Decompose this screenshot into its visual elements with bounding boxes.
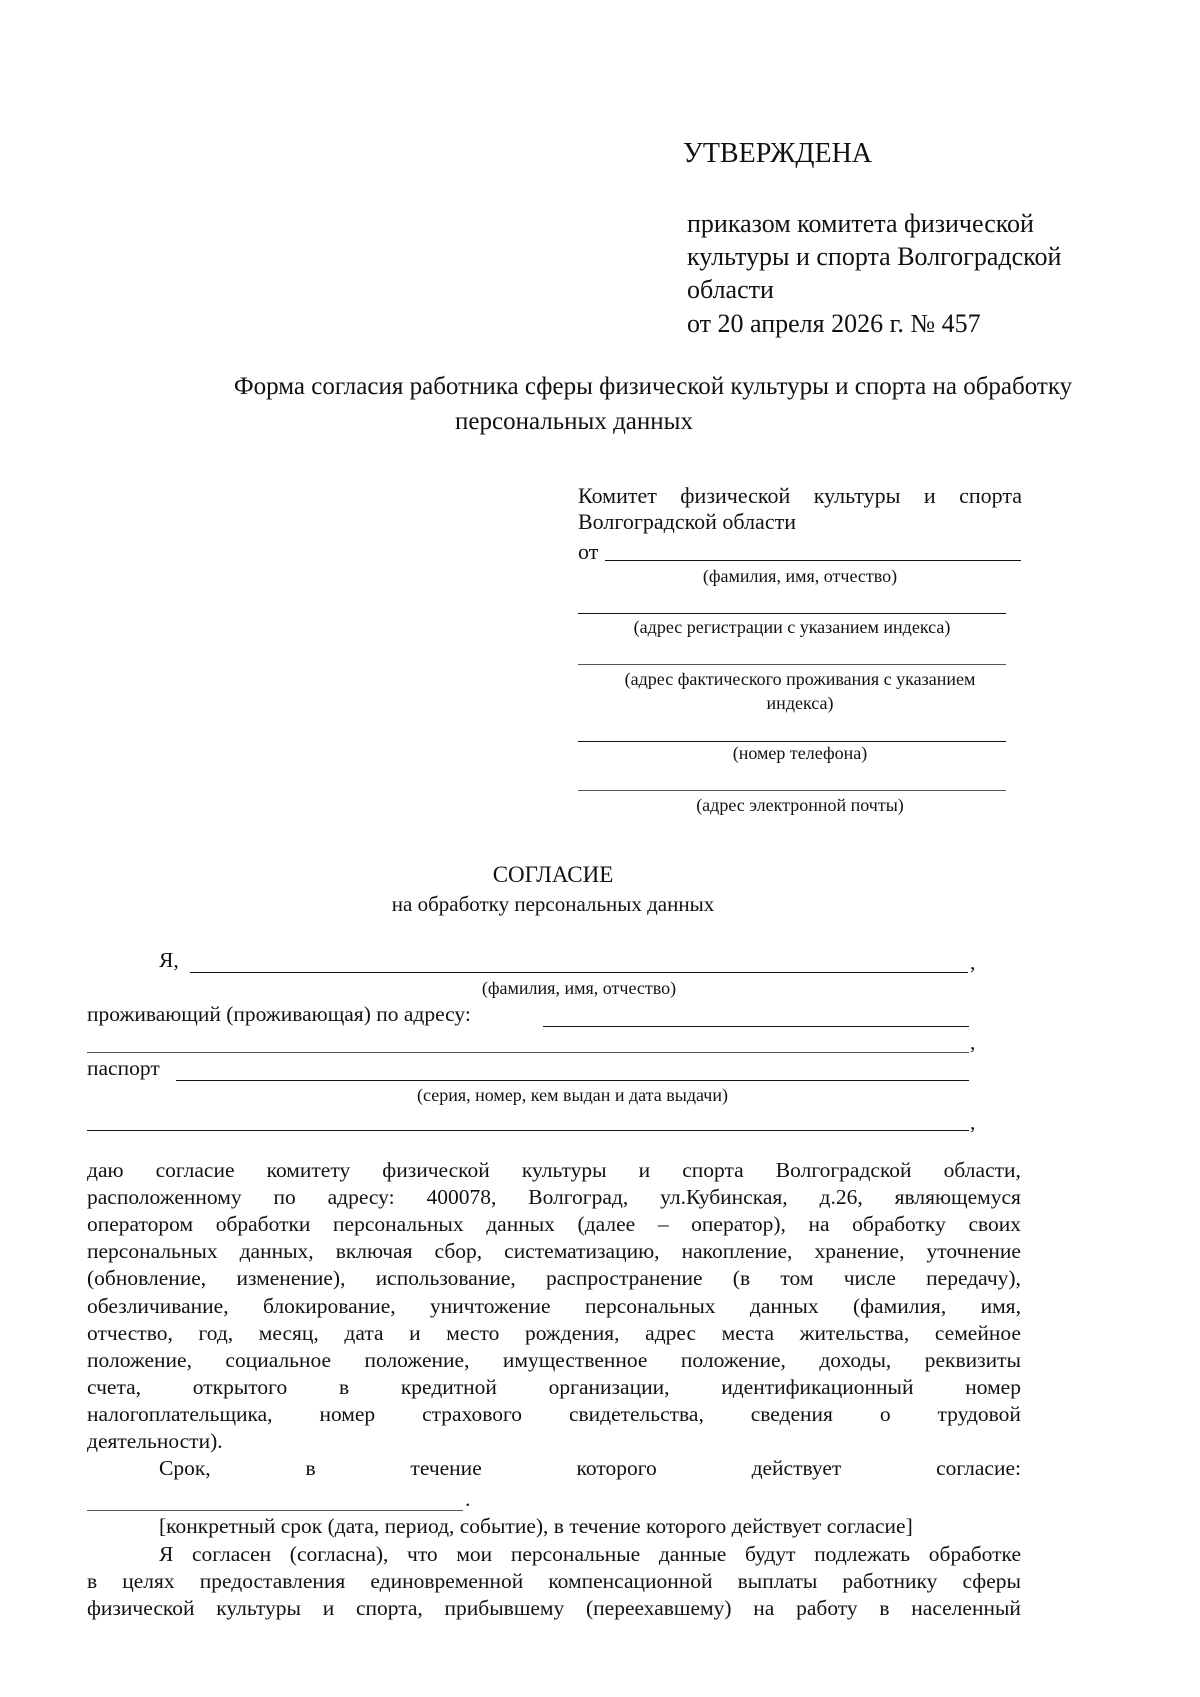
- word: в: [338, 1374, 350, 1399]
- word: включая: [335, 1239, 413, 1264]
- word: и: [923, 483, 936, 508]
- word: положение,: [680, 1347, 786, 1372]
- addressee-line2: Волгоградской области: [578, 509, 796, 534]
- word: распространение: [546, 1266, 703, 1291]
- word: уничтожение: [430, 1293, 551, 1318]
- word: обезличивание,: [87, 1293, 229, 1318]
- paragraph-line: [87, 1375, 1021, 1400]
- word: физической: [382, 1158, 490, 1182]
- residing-field-line[interactable]: [543, 1026, 969, 1027]
- word: согласие:: [936, 1456, 1021, 1480]
- word: спорта: [959, 483, 1022, 508]
- word: данные: [658, 1542, 727, 1566]
- word: (фамилия,: [852, 1293, 947, 1318]
- word: обработки: [215, 1212, 311, 1237]
- word: организации,: [548, 1374, 670, 1399]
- paragraph-line: [87, 1185, 1021, 1210]
- word: в: [87, 1569, 98, 1593]
- paragraph-line: [87, 1239, 1021, 1264]
- email-caption: (адрес электронной почты): [696, 795, 904, 815]
- consent-name-field-line[interactable]: [190, 972, 968, 973]
- word: о: [879, 1401, 891, 1426]
- word: имущественное: [502, 1347, 648, 1372]
- consent-name-caption: (фамилия, имя, отчество): [481, 978, 677, 998]
- word: данных,: [239, 1239, 314, 1264]
- word: данных: [749, 1293, 819, 1318]
- addressee-line1: [578, 483, 1022, 509]
- word: (обновление,: [87, 1266, 207, 1291]
- word: кредитной: [400, 1374, 497, 1399]
- word: согласен: [191, 1542, 272, 1566]
- word: действует: [751, 1456, 842, 1480]
- word: являющемуся: [894, 1185, 1021, 1210]
- from-label: от: [578, 539, 599, 564]
- i-label: Я,: [159, 948, 179, 972]
- word: (согласна),: [289, 1542, 389, 1566]
- word: обработку: [852, 1212, 946, 1237]
- residing-field-line-2[interactable]: [87, 1052, 969, 1053]
- passport-field-line-2[interactable]: [87, 1130, 969, 1131]
- word: оператором: [87, 1212, 194, 1237]
- word: дата: [344, 1320, 384, 1345]
- word: своих: [968, 1212, 1021, 1237]
- residing-label: проживающий (проживающая) по адресу:: [87, 1002, 471, 1026]
- word: доходы,: [819, 1347, 892, 1372]
- paragraph-line: [87, 1212, 1021, 1237]
- paragraph-line: [87, 1294, 1021, 1319]
- term-period: .: [465, 1487, 471, 1511]
- paragraph-line: [87, 1321, 1021, 1346]
- word: расположенному: [87, 1185, 242, 1210]
- paragraph-line: [87, 1158, 1021, 1183]
- word: по: [273, 1185, 296, 1210]
- consent-title: СОГЛАСИЕ: [492, 862, 614, 887]
- word: спорта: [682, 1158, 744, 1182]
- word: трудовой: [937, 1401, 1021, 1426]
- word: предоставления: [199, 1569, 346, 1593]
- actual-address-field-line[interactable]: [578, 664, 1006, 665]
- word: передачу),: [926, 1266, 1021, 1291]
- word: блокирование,: [262, 1293, 396, 1318]
- word: (переехавшему): [586, 1596, 732, 1620]
- word: работнику: [842, 1569, 938, 1593]
- word: использование,: [375, 1266, 516, 1291]
- word: будут: [744, 1542, 796, 1566]
- word: и: [322, 1596, 335, 1620]
- word: положение,: [87, 1347, 192, 1372]
- word: номер: [965, 1374, 1021, 1399]
- word: сбор,: [434, 1239, 483, 1264]
- word: обработке: [928, 1542, 1021, 1566]
- word: том: [780, 1266, 814, 1291]
- word: подлежать: [814, 1542, 911, 1566]
- word: 400078,: [426, 1185, 497, 1210]
- word: и: [638, 1158, 651, 1182]
- word: положение,: [364, 1347, 470, 1372]
- approval-line: приказом комитета физической: [687, 209, 1034, 238]
- word: культуры: [813, 483, 901, 508]
- word: комитету: [266, 1158, 351, 1182]
- word: спорта,: [355, 1596, 423, 1620]
- word: культуры: [521, 1158, 607, 1182]
- word: даю: [87, 1158, 124, 1182]
- reg-address-field-line[interactable]: [578, 613, 1006, 614]
- email-field-line[interactable]: [578, 790, 1006, 791]
- paragraph-line: [87, 1266, 1021, 1291]
- word: персональные: [510, 1542, 641, 1566]
- phone-caption: (номер телефона): [732, 743, 868, 763]
- word: на: [753, 1596, 775, 1620]
- word: налогоплательщика,: [87, 1401, 273, 1426]
- comma: ,: [970, 950, 976, 974]
- paragraph-line: [87, 1402, 1021, 1427]
- word: персональных: [584, 1293, 716, 1318]
- comma: ,: [970, 1030, 976, 1054]
- word: открытого: [192, 1374, 288, 1399]
- word: идентификационный: [721, 1374, 914, 1399]
- word: адрес: [645, 1320, 697, 1345]
- word: (далее: [577, 1212, 636, 1237]
- passport-label: паспорт: [87, 1056, 160, 1080]
- word: счета,: [87, 1374, 142, 1399]
- paragraph-line: [87, 1596, 1021, 1621]
- word: населенный: [911, 1596, 1021, 1620]
- approval-order-date: от 20 апреля 2026 г. № 457: [687, 309, 981, 338]
- paragraph-line: [87, 1569, 1021, 1594]
- word: номер: [319, 1401, 376, 1426]
- word: накопление,: [681, 1239, 793, 1264]
- paragraph-1-last-line: деятельности).: [87, 1429, 223, 1453]
- word: в: [879, 1596, 890, 1620]
- word: единовременной: [370, 1569, 524, 1593]
- passport-field-line[interactable]: [176, 1080, 969, 1081]
- form-title-line1: Форма согласия работника сферы физической культуры и спорта на обработку: [233, 373, 1073, 400]
- word: изменение),: [236, 1266, 346, 1291]
- word: мои: [456, 1542, 493, 1566]
- word: месяц,: [258, 1320, 319, 1345]
- name-field-line[interactable]: [605, 560, 1021, 561]
- word: числе: [843, 1266, 896, 1291]
- approval-line: культуры и спорта Волгоградской: [687, 242, 1062, 271]
- word: (в: [732, 1266, 751, 1291]
- word: течение: [410, 1456, 482, 1480]
- word: данных: [486, 1212, 555, 1237]
- word: в: [305, 1456, 316, 1480]
- word: хранение,: [814, 1239, 905, 1264]
- word: сведения: [750, 1401, 833, 1426]
- word: страхового: [422, 1401, 523, 1426]
- word: социальное: [225, 1347, 332, 1372]
- word: отчество,: [87, 1320, 173, 1345]
- word: Срок,: [159, 1456, 211, 1480]
- approval-title: УТВЕРЖДЕНА: [683, 138, 873, 169]
- word: имя,: [980, 1293, 1021, 1318]
- form-title-line2: персональных данных: [455, 408, 693, 435]
- term-line: [159, 1456, 1021, 1481]
- word: прибывшему: [444, 1596, 565, 1620]
- word: работу: [796, 1596, 858, 1620]
- word: что: [407, 1542, 438, 1566]
- word: и: [409, 1320, 421, 1345]
- consent-subtitle: на обработку персональных данных: [391, 892, 715, 916]
- word: физической: [87, 1596, 195, 1620]
- word: –: [657, 1212, 669, 1237]
- word: оператор),: [691, 1212, 786, 1237]
- word: области,: [943, 1158, 1021, 1182]
- word: Комитет: [578, 483, 657, 508]
- word: согласие: [155, 1158, 235, 1182]
- word: Я: [159, 1542, 174, 1566]
- word: год,: [198, 1320, 234, 1345]
- term-field-line[interactable]: [87, 1510, 463, 1511]
- actual-address-caption-1: (адрес фактического проживания с указанием: [624, 669, 976, 689]
- word: место: [446, 1320, 500, 1345]
- word: адресу:: [327, 1185, 395, 1210]
- word: персональных: [333, 1212, 464, 1237]
- word: персональных: [87, 1239, 218, 1264]
- actual-address-caption-2: индекса): [766, 693, 834, 713]
- word: Волгоградской: [775, 1158, 912, 1182]
- word: систематизацию,: [504, 1239, 660, 1264]
- word: Волгоград,: [528, 1185, 629, 1210]
- paragraph-line: [87, 1348, 1021, 1373]
- word: на: [808, 1212, 830, 1237]
- word: которого: [576, 1456, 657, 1480]
- word: ул.Кубинская,: [660, 1185, 788, 1210]
- word: физической: [680, 483, 791, 508]
- phone-field-line[interactable]: [578, 741, 1006, 742]
- reg-address-caption: (адрес регистрации с указанием индекса): [633, 617, 951, 637]
- passport-caption: (серия, номер, кем выдан и дата выдачи): [417, 1085, 728, 1105]
- word: сферы: [962, 1569, 1021, 1593]
- approval-line: области: [687, 275, 774, 304]
- word: реквизиты: [924, 1347, 1021, 1372]
- word: целях: [122, 1569, 175, 1593]
- word: уточнение: [926, 1239, 1021, 1264]
- word: семейное: [934, 1320, 1021, 1345]
- word: выплаты: [737, 1569, 818, 1593]
- word: свидетельства,: [568, 1401, 704, 1426]
- word: д.26,: [819, 1185, 863, 1210]
- name-caption: (фамилия, имя, отчество): [702, 566, 898, 586]
- word: культуры: [216, 1596, 301, 1620]
- word: рождения,: [524, 1320, 620, 1345]
- term-caption: [конкретный срок (дата, период, событие), в течение которого действует согласие]: [159, 1514, 913, 1538]
- word: жительства,: [799, 1320, 910, 1345]
- comma: ,: [970, 1110, 976, 1134]
- word: компенсационной: [548, 1569, 713, 1593]
- paragraph-line: [159, 1542, 1021, 1567]
- word: места: [721, 1320, 775, 1345]
